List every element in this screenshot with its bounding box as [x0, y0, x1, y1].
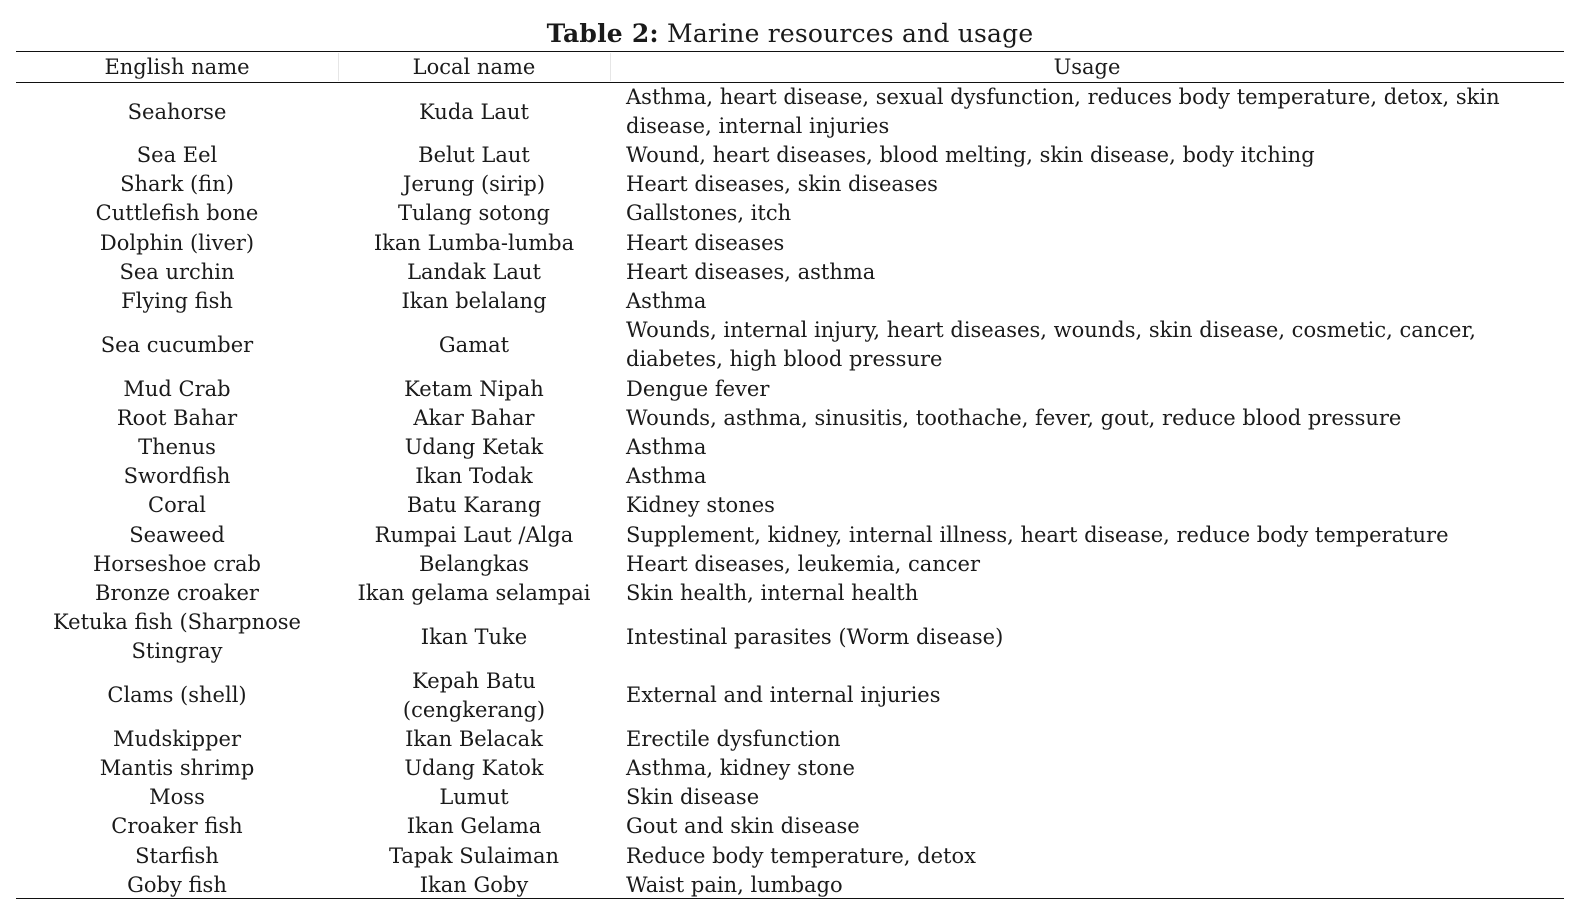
cell-usage: Erectile dysfunction: [626, 726, 841, 751]
cell-local-name: Ikan gelama selampai: [357, 580, 591, 605]
cell-english-name: Mud Crab: [123, 376, 231, 401]
cell-english-name: Root Bahar: [116, 405, 238, 430]
cell-local-name: Kuda Laut: [419, 99, 529, 124]
table-row: [16, 666, 1564, 724]
cell-local-name: Lumut: [439, 785, 509, 810]
cell-english-name: Bronze croaker: [95, 580, 259, 605]
table-row: [16, 433, 1564, 462]
cell-usage: Wounds, internal injury, heart diseases, wounds, skin disease, cosmetic, cancer, diabetes, high blood pressure: [626, 318, 1476, 372]
cell-english-name: Seaweed: [129, 522, 225, 547]
cell-usage: Dengue fever: [626, 376, 770, 401]
table-row: [16, 871, 1564, 900]
table-row: [16, 754, 1564, 783]
cell-local-name: Tulang sotong: [398, 201, 550, 226]
cell-local-name: Landak Laut: [407, 259, 541, 284]
cell-usage: Wounds, asthma, sinusitis, toothache, fever, gout, reduce blood pressure: [626, 405, 1402, 430]
table-row: [16, 82, 1564, 141]
table-row: [16, 141, 1564, 170]
cell-usage: Supplement, kidney, internal illness, heart disease, reduce body temperature: [626, 522, 1449, 547]
cell-usage: Asthma: [626, 289, 707, 314]
column-header-usage: Usage: [1053, 55, 1121, 79]
cell-usage: External and internal injuries: [626, 683, 941, 708]
cell-english-name: Croaker fish: [111, 814, 243, 839]
cell-local-name: Belangkas: [418, 551, 530, 576]
table-row: [16, 550, 1564, 579]
cell-local-name: Ikan Lumba-lumba: [373, 230, 575, 255]
cell-english-name: Mantis shrimp: [99, 756, 255, 781]
table-row: [16, 520, 1564, 549]
cell-english-name: Seahorse: [127, 99, 227, 124]
table-row: [16, 229, 1564, 258]
table-top-rule: [16, 51, 1564, 52]
cell-usage: Heart diseases, asthma: [626, 259, 876, 284]
marine-resources-table: [16, 53, 1564, 900]
cell-english-name: Horseshoe crab: [92, 551, 261, 576]
table-row: [16, 375, 1564, 404]
cell-usage: Asthma, heart disease, sexual dysfunction, reduces body temperature, detox, skin disease, internal injuries: [626, 85, 1500, 138]
cell-english-name: Flying fish: [121, 289, 233, 314]
cell-usage: Heart diseases: [626, 230, 785, 255]
cell-english-name: Moss: [149, 785, 205, 810]
cell-usage: Heart diseases, skin diseases: [626, 172, 938, 197]
table-header-row: [16, 53, 1564, 82]
cell-local-name: Ikan belalang: [401, 289, 547, 314]
cell-english-name: Mudskipper: [112, 726, 242, 751]
cell-english-name: Ketuka fish (Sharpnose Stingray: [53, 610, 301, 664]
cell-local-name: Jerung (sirip): [402, 172, 546, 197]
table-row: [16, 258, 1564, 287]
cell-usage: Skin health, internal health: [626, 580, 919, 605]
cell-local-name: Ikan Goby: [419, 872, 529, 897]
cell-local-name: Kepah Batu (cengkerang): [402, 668, 546, 722]
cell-local-name: Gamat: [438, 332, 510, 357]
cell-usage: Asthma: [626, 464, 707, 489]
cell-usage: Asthma: [626, 434, 707, 459]
cell-local-name: Rumpai Laut /Alga: [374, 522, 574, 547]
cell-local-name: Belut Laut: [418, 143, 530, 168]
cell-usage: Asthma, kidney stone: [626, 756, 855, 781]
cell-usage: Heart diseases, leukemia, cancer: [626, 551, 980, 576]
table-caption-text: Marine resources and usage: [667, 19, 1034, 48]
table-row: [16, 725, 1564, 754]
table-caption-label: Table 2:: [546, 19, 659, 48]
cell-local-name: Udang Ketak: [404, 434, 544, 459]
cell-usage: Wound, heart diseases, blood melting, skin disease, body itching: [626, 143, 1315, 168]
cell-usage: Gallstones, itch: [626, 201, 792, 226]
cell-local-name: Ketam Nipah: [404, 376, 544, 401]
cell-local-name: Ikan Todak: [415, 464, 533, 489]
table-row: [16, 608, 1564, 666]
table-row: [16, 170, 1564, 199]
cell-usage: Skin disease: [626, 785, 760, 810]
table-row: [16, 491, 1564, 520]
cell-local-name: Batu Karang: [406, 493, 542, 518]
cell-english-name: Clams (shell): [107, 683, 247, 708]
table-row: [16, 316, 1564, 374]
table-row: [16, 579, 1564, 608]
table-row: [16, 462, 1564, 491]
table-row: [16, 783, 1564, 812]
cell-english-name: Sea Eel: [136, 143, 218, 168]
table-row: [16, 404, 1564, 433]
column-header-english-name: English name: [104, 55, 250, 79]
table-body: [16, 82, 1564, 900]
cell-english-name: Dolphin (liver): [99, 230, 255, 255]
cell-english-name: Sea cucumber: [100, 332, 254, 357]
cell-local-name: Ikan Tuke: [420, 624, 528, 649]
cell-english-name: Goby fish: [127, 872, 227, 897]
table-row: [16, 812, 1564, 841]
cell-local-name: Tapak Sulaiman: [388, 843, 560, 868]
cell-english-name: Cuttlefish bone: [95, 201, 259, 226]
cell-english-name: Starfish: [135, 843, 219, 868]
cell-english-name: Shark (fin): [120, 172, 234, 197]
cell-local-name: Ikan Belacak: [405, 726, 543, 751]
cell-usage: Waist pain, lumbago: [626, 872, 843, 897]
table-row: [16, 287, 1564, 316]
cell-usage: Reduce body temperature, detox: [626, 843, 976, 868]
table-row: [16, 199, 1564, 228]
table-row: [16, 842, 1564, 871]
cell-english-name: Coral: [148, 493, 206, 518]
cell-usage: Intestinal parasites (Worm disease): [626, 624, 1004, 649]
cell-local-name: Ikan Gelama: [406, 814, 542, 839]
cell-usage: Gout and skin disease: [626, 814, 860, 839]
cell-local-name: Udang Katok: [404, 756, 544, 781]
cell-english-name: Thenus: [138, 434, 216, 459]
cell-english-name: Sea urchin: [119, 259, 235, 284]
cell-local-name: Akar Bahar: [413, 405, 535, 430]
column-header-local-name: Local name: [412, 55, 536, 79]
cell-usage: Kidney stones: [626, 493, 775, 518]
table-caption: [0, 18, 1580, 50]
cell-english-name: Swordfish: [123, 464, 231, 489]
